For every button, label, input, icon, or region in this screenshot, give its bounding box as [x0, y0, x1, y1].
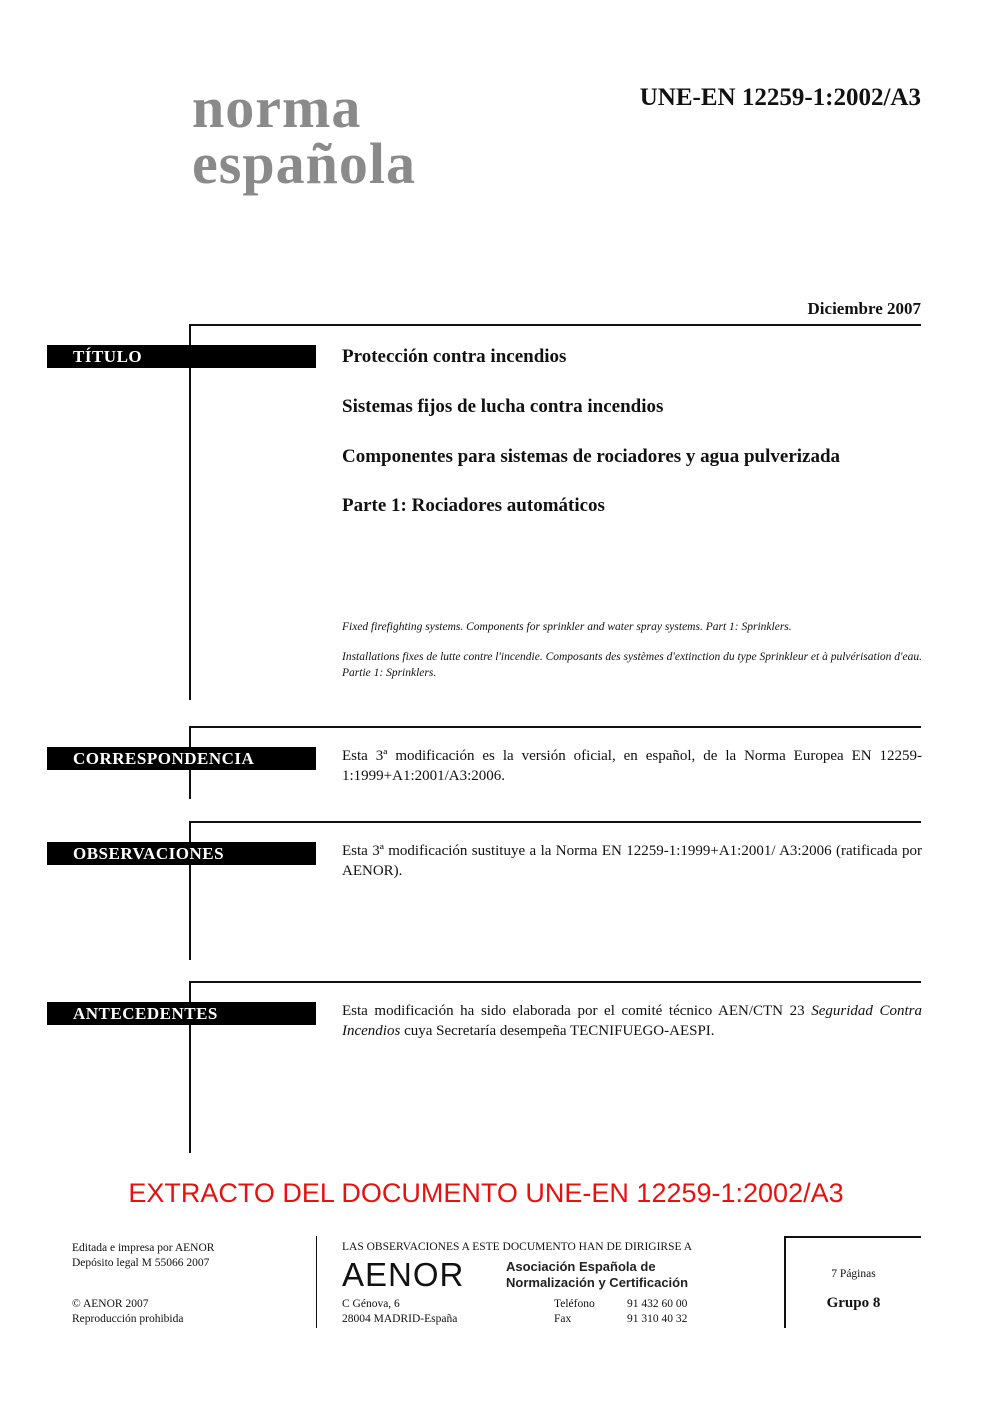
footer-edited: Editada e impresa por AENOR	[72, 1242, 215, 1254]
aenor-logo: AENOR	[342, 1256, 465, 1293]
label-titulo: TÍTULO	[47, 345, 316, 368]
correspondencia-text: Esta 3ª modificación es la versión oficial, en español, de la Norma Europea EN 12259-1:1999+A1:2001/A3:2006.	[342, 748, 922, 784]
brand-line-2: española	[192, 131, 416, 196]
footer-box-top	[784, 1236, 921, 1238]
observaciones-text: Esta 3ª modificación sustituye a la Norma EN 12259-1:1999+A1:2001/ A3:2006 (ratificada por AENOR).	[342, 843, 922, 879]
footer-deposit: Depósito legal M 55066 2007	[72, 1257, 210, 1269]
section-divider	[189, 821, 921, 823]
antecedentes-text-part1: Esta modificación ha sido elaborada por el comité técnico AEN/CTN 23	[342, 1003, 812, 1019]
org-line-2: Normalización y Certificación	[506, 1275, 689, 1290]
footer-observations-heading: LAS OBSERVACIONES A ESTE DOCUMENTO HAN DE DIRIGIRSE A	[342, 1241, 693, 1253]
page-count: 7 Páginas	[831, 1268, 876, 1280]
english-title: Fixed firefighting systems. Components for sprinkler and water spray systems. Part 1: Sprinklers.	[342, 621, 792, 633]
section-divider	[189, 324, 921, 326]
org-line-1: Asociación Española de	[506, 1259, 656, 1274]
footer-divider	[316, 1236, 317, 1328]
footer-fax: 91 310 40 32	[627, 1313, 688, 1325]
footer-reproduction: Reproducción prohibida	[72, 1313, 184, 1325]
label-observaciones: OBSERVACIONES	[47, 842, 316, 865]
section-vertical-rule	[189, 324, 191, 700]
title-line-1: Protección contra incendios	[342, 346, 567, 367]
french-title: Installations fixes de lutte contre l'incendie. Composants des systèmes d'extinction du type Sprinkleur et à pulvérisation d'eau. Partie 1: Sprinklers.	[342, 651, 922, 679]
footer-box-side	[784, 1236, 786, 1328]
label-correspondencia: CORRESPONDENCIA	[47, 747, 316, 770]
publication-date: Diciembre 2007	[807, 299, 921, 318]
price-group: Grupo 8	[826, 1295, 881, 1311]
antecedentes-committee-name: Seguridad Contra Incendios	[342, 1003, 922, 1039]
title-line-4: Parte 1: Rociadores automáticos	[342, 495, 605, 516]
footer-address-2: 28004 MADRID-España	[342, 1313, 458, 1325]
footer-address-1: C Génova, 6	[342, 1298, 400, 1310]
footer-phone-label: Teléfono	[554, 1298, 595, 1310]
antecedentes-text	[342, 1001, 922, 1041]
footer-fax-label: Fax	[554, 1313, 572, 1325]
label-antecedentes: ANTECEDENTES	[47, 1002, 316, 1025]
brand-title	[192, 75, 512, 196]
antecedentes-text-part2: cuya Secretaría desempeña TECNIFUEGO-AESPI.	[400, 1023, 715, 1039]
title-line-3: Componentes para sistemas de rociadores y agua pulverizada	[342, 446, 841, 467]
section-divider	[189, 981, 921, 983]
title-line-2: Sistemas fijos de lucha contra incendios	[342, 396, 664, 417]
document-number: UNE-EN 12259-1:2002/A3	[639, 84, 921, 111]
brand-line-1: norma	[192, 75, 362, 140]
aenor-organization	[506, 1259, 688, 1291]
extract-notice: EXTRACTO DEL DOCUMENTO UNE-EN 12259-1:2002/A3	[128, 1178, 844, 1208]
section-divider	[189, 726, 921, 728]
footer-copyright: © AENOR 2007	[72, 1298, 149, 1310]
footer-phone: 91 432 60 00	[627, 1298, 688, 1310]
